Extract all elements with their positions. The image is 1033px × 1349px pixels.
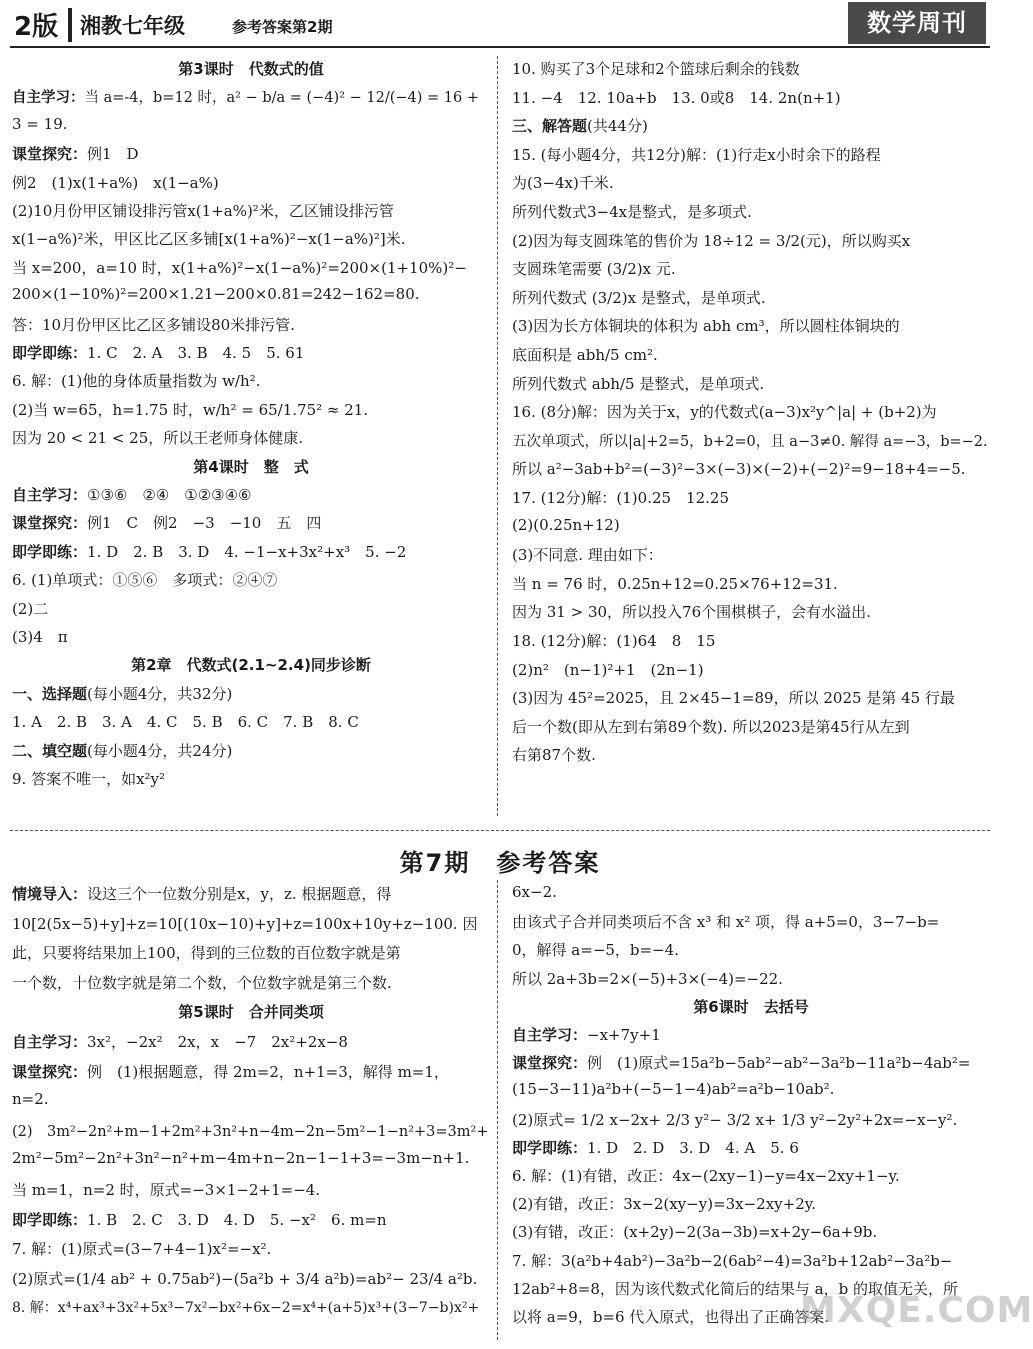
answer-line: 2m²−5m²−2n²+3n²−n²+m−4m+n−2n−1−1+3=−3m−n+1. <box>12 1149 470 1168</box>
edition-label: 2版 <box>14 12 59 42</box>
answer-line: 课堂探究：例1 C 例2 −3 −10 五 四 <box>12 514 322 533</box>
header-divider <box>68 8 72 42</box>
page-header <box>0 0 1000 50</box>
answer-line: 为(3−4x)千米. <box>512 174 614 193</box>
answer-line: 一、选择题(每小题4分，共32分) <box>12 684 233 703</box>
answer-line: 五次单项式，所以|a|+2=5，b+2=0，且 a−3≠0. 解得 a=−3，b=−2. <box>512 433 988 450</box>
answer-line: (2) 3m²−2n²+m−1+2m²+3n²+n−4m−2n−5m²−1−n²+3=3m²+ <box>12 1123 489 1140</box>
answer-line: 17. (12分)解：(1)0.25 12.25 <box>512 489 730 507</box>
watermark: MXQE.COM <box>800 1290 1033 1331</box>
answer-line: (2)原式= 1/2 x−2x+ 2/3 y²− 3/2 x+ 1/3 y²−2y²+2x=−x−y². <box>512 1110 958 1129</box>
answer-line: 当 x=200，a=10 时，x(1+a%)²−x(1−a%)²=200×(1+10%)²− <box>12 258 467 277</box>
brand-badge: 数学周刊 <box>848 2 986 44</box>
answer-line: (2)因为每支圆珠笔的售价为 18÷12 = 3/2(元)，所以购买x <box>512 231 911 250</box>
answer-line: n=2. <box>12 1090 49 1109</box>
answer-line: (2)n² (n−1)²+1 (2n−1) <box>512 660 704 679</box>
answer-line: (3)不同意. 理由如下： <box>512 546 663 565</box>
answer-line: (3)因为长方体铜块的体积为 abh cm³，所以圆柱体铜块的 <box>512 317 900 336</box>
answer-line: (3)4 π <box>12 628 68 646</box>
answer-line: 情境导入：设这三个一位数分别是x，y，z. 根据题意，得 <box>12 885 392 903</box>
answer-line: 因为 20 < 21 < 25，所以王老师身体健康. <box>12 429 304 448</box>
answer-line: 10. 购买了3个足球和2个篮球后剩余的钱数 <box>512 60 800 78</box>
answer-line: 200×(1−10%)²=200×1.21−200×0.81=242−162=80. <box>12 285 420 304</box>
answer-line: 由该式子合并同类项后不含 x³ 和 x² 项，得 a+5=0，3−7−b= <box>512 913 940 932</box>
answer-line: 15. (每小题4分，共12分)解：(1)行走x小时余下的路程 <box>512 145 881 164</box>
answer-line: 所列代数式 (3/2)x 是整式，是单项式. <box>512 288 766 307</box>
answer-line: 1. A 2. B 3. A 4. C 5. B 6. C 7. B 8. C <box>12 713 359 732</box>
header-rule <box>10 46 990 48</box>
column-divider <box>497 56 498 816</box>
answer-line: 二、填空题(每小题4分，共24分) <box>12 741 233 760</box>
answer-line: 12ab²+8=8，因为该代数式化简后的结果与 a，b 的取值无关，所 <box>512 1279 958 1298</box>
answer-line: 0，解得 a=−5，b=−4. <box>512 941 679 960</box>
section-heading: 第2章 代数式(2.1~2.4)同步诊断 <box>131 656 371 675</box>
answer-line: (2)有错，改正：3x−2(xy−y)=3x−2xy+2y. <box>512 1195 817 1214</box>
answer-line: x(1−a%)²米，甲区比乙区多铺[x(1+a%)²−x(1−a%)²]米. <box>12 230 406 249</box>
answer-line: 一个数，十位数字就是第二个数，个位数字就是第三个数. <box>12 973 392 992</box>
answer-line: 课堂探究：例 (1)根据题意，得 2m=2，n+1=3，解得 m=1， <box>12 1062 449 1081</box>
answer-line: 7. 解：3(a²b+4ab²)−3a²b−2(6ab²−4)=3a²b+12ab²−3a²b− <box>512 1251 953 1270</box>
answer-line: 当 m=1，n=2 时，原式=−3×1−2+1=−4. <box>12 1181 321 1199</box>
answer-line: 18. (12分)解：(1)64 8 15 <box>512 632 716 650</box>
answer-line: 即学即练：1. B 2. C 3. D 4. D 5. −x² 6. m=n <box>12 1210 387 1229</box>
section-heading: 第6课时 去括号 <box>693 997 809 1016</box>
answer-line: 以将 a=9，b=6 代入原式，也得出了正确答案. <box>512 1308 830 1326</box>
answer-line: 所以 2a+3b=2×(−5)+3×(−4)=−22. <box>512 969 783 988</box>
answer-line: 6. 解：(1)他的身体质量指数为 w/h². <box>12 372 261 391</box>
answer-line: (2)10月份甲区铺设排污管x(1+a%)²米，乙区铺设排污管 <box>12 202 394 220</box>
answer-line: 课堂探究：例 (1)原式=15a²b−5ab²−ab²−3a²b−11a²b−4ab²= <box>512 1054 971 1073</box>
answer-line: 三、解答题(共44分) <box>512 117 648 136</box>
issue-label: 参考答案第2期 <box>232 18 333 36</box>
answer-line: 答：10月份甲区比乙区多铺设80米排污管. <box>12 315 295 334</box>
answer-line: 6. 解：(1)有错，改正：4x−(2xy−1)−y=4x−2xy+1−y. <box>512 1167 900 1185</box>
column-divider-lower <box>497 880 498 1340</box>
section-heading: 第4课时 整 式 <box>193 457 309 476</box>
answer-line: 所以 a²−3ab+b²=(−3)²−3×(−3)×(−2)+(−2)²=9−18+4=−5. <box>512 460 966 479</box>
answer-line: 即学即练：1. C 2. A 3. B 4. 5 5. 61 <box>12 344 305 362</box>
answer-line: 即学即练：1. D 2. B 3. D 4. −1−x+3x²+x³ 5. −2 <box>12 542 407 561</box>
answer-line: 支圆珠笔需要 (3/2)x 元. <box>512 260 676 279</box>
answer-line: 6. (1)单项式：①⑤⑥ 多项式：②④⑦ <box>12 571 278 590</box>
answer-line: 自主学习：当 a=-4，b=12 时，a² − b/a = (−4)² − 12/(−4) = 16 + <box>12 90 479 107</box>
answer-line: 6x−2. <box>512 883 557 901</box>
answer-line: 8. 解：x⁴+ax³+3x²+5x³−7x²−bx²+6x−2=x⁴+(a+5)x³+(3−7−b)x²+ <box>12 1300 480 1317</box>
answer-line: 10[2(5x−5)+y]+z=10[(10x−10)+y]+z=100x+10y+z−100. 因 <box>12 914 478 933</box>
answer-line: (2)(0.25n+12) <box>512 515 620 534</box>
answer-line: 例2 (1)x(1+a%) x(1−a%) <box>12 173 219 192</box>
answer-line: (2)当 w=65，h=1.75 时，w/h² = 65/1.75² ≈ 21. <box>12 400 369 419</box>
answer-line: (2)二 <box>12 599 49 618</box>
answer-line: 自主学习：−x+7y+1 <box>512 1026 661 1044</box>
section-heading: 第5课时 合并同类项 <box>178 1003 324 1022</box>
answer-line: 当 n = 76 时，0.25n+12=0.25×76+12=31. <box>512 574 838 593</box>
answer-line: 所列代数式3−4x是整式，是多项式. <box>512 203 752 221</box>
answer-line: 9. 答案不唯一，如x²y² <box>12 770 166 788</box>
answer-line: (2)原式=(1/4 ab² + 0.75ab²)−(5a²b + 3/4 a²b)=ab²− 23/4 a²b. <box>12 1269 478 1288</box>
answer-line: 16. (8分)解：因为关于x，y的代数式(a−3)x²y^|a| + (b+2)为 <box>512 403 937 422</box>
section-heading: 第3课时 代数式的值 <box>178 60 324 78</box>
answer-line: 右第87个数. <box>512 746 596 765</box>
answer-line: 课堂探究：例1 D <box>12 145 139 164</box>
answer-line: 3 = 19. <box>12 114 68 133</box>
section-divider <box>10 830 990 831</box>
answer-line: (15−3−11)a²b+(−5−1−4)ab²=a²b−10ab². <box>512 1080 835 1099</box>
answer-line: 11. −4 12. 10a+b 13. 0或8 14. 2n(n+1) <box>512 88 841 107</box>
answer-line: 所列代数式 abh/5 是整式，是单项式. <box>512 374 765 393</box>
answer-line: 底面积是 abh/5 cm². <box>512 346 658 364</box>
answer-line: 7. 解：(1)原式=(3−7+4−1)x²=−x². <box>12 1240 272 1259</box>
answer-line: 即学即练：1. D 2. D 3. D 4. A 5. 6 <box>512 1138 799 1157</box>
answer-line: 后一个数(即从左到右第89个数). 所以2023是第45行从左到 <box>512 717 910 736</box>
answer-line: (3)有错，改正：(x+2y)−2(3a−3b)=x+2y−6a+9b. <box>512 1223 878 1242</box>
answer-line: (3)因为 45²=2025，且 2×45−1=89，所以 2025 是第 45 行最 <box>512 689 955 708</box>
grade-label: 湘教七年级 <box>80 14 185 38</box>
answer-line: 此，只要将结果加上100，得到的三位数的百位数字就是第 <box>12 944 401 963</box>
answer-line: 自主学习：3x²，−2x² 2x，x −7 2x²+2x−8 <box>12 1033 348 1051</box>
section-title: 第7期 参考答案 <box>399 849 601 877</box>
answer-line: 因为 31 > 30，所以投入76个围棋棋子，会有水溢出. <box>512 603 871 622</box>
answer-line: 自主学习：①③⑥ ②④ ①②③④⑥ <box>12 486 252 504</box>
